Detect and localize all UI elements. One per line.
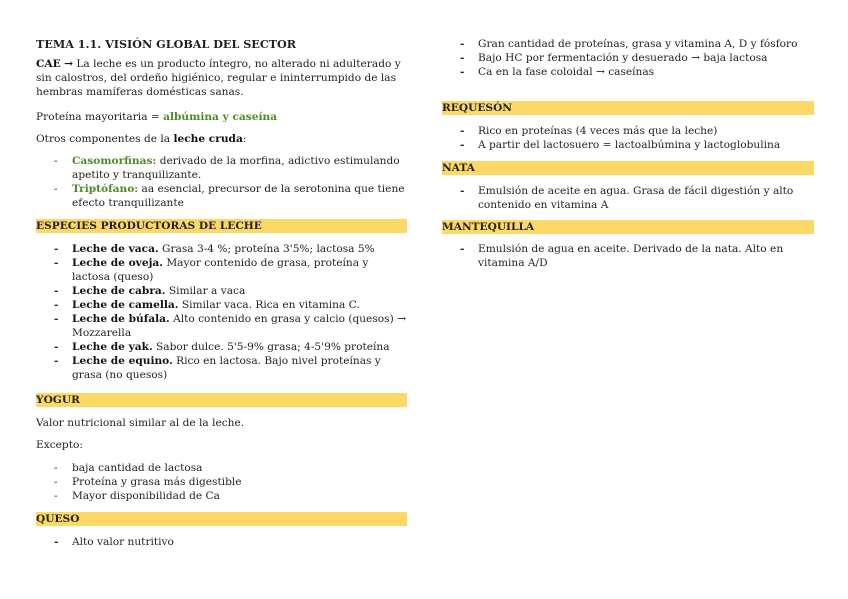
item-term: Leche de búfala. [72,313,170,325]
item-text: Proteína y grasa más digestible [72,476,242,488]
list-item: - Leche de cabra. Similar a vaca [54,285,246,297]
list-item: - Emulsión de aceite en agua. Grasa de fácil digestión y alto contenido en vitamina A [460,185,794,211]
item-term: Leche de oveja. [72,257,163,269]
list-item: - Leche de vaca. Grasa 3-4 %; proteína 3'5%; lactosa 5% [54,243,375,255]
others-prefix: Otros componentes de la [36,133,174,145]
item-term: Leche de equino. [72,355,173,367]
item-text: Rico en lactosa. Bajo nivel proteínas y grasa (no quesos) [72,355,381,381]
item-text: Mayor contenido de grasa, proteína y lactosa (queso) [72,257,369,283]
list-item: - Proteína y grasa más digestible [54,476,242,488]
list-item: - Ca en la fase coloidal → caseínas [460,66,655,78]
item-term: Leche de yak. [72,341,153,353]
others-suffix: : [242,133,247,145]
item-text: Mayor disponibilidad de Ca [72,490,220,502]
yogur-except-text: Excepto: [36,439,83,451]
item-text: Rico en proteínas (4 veces más que la leche) [478,125,718,137]
section-header-queso: QUESO [36,512,407,526]
item-text: Ca en la fase coloidal → caseínas [478,66,655,78]
yogur-intro [36,416,407,430]
protein-prefix: Proteína mayoritaria = [36,111,164,123]
page-title: TEMA 1.1. VISIÓN GLOBAL DEL SECTOR [36,37,297,51]
item-term: Leche de vaca. [72,243,159,255]
section-header-nata: NATA [442,161,814,175]
list-item: - Gran cantidad de proteínas, grasa y vitamina A, D y fósforo [460,38,798,50]
components-list [36,154,407,210]
queso-list [36,535,407,549]
list-item: - Leche de oveja. Mayor contenido de grasa, proteína y lactosa (queso) [54,257,369,283]
component-term: Triptófano: [72,183,139,195]
requeson-list [442,124,814,152]
list-item: - Leche de camella. Similar vaca. Rica en vitamina C. [54,299,360,311]
item-text: Alto valor nutritivo [72,536,174,548]
item-text: Alto contenido en grasa y calcio (quesos) → Mozzarella [72,313,406,339]
component-text: derivado de la morfina, adictivo estimulando apetito y tranquilizante. [72,155,400,181]
cae-arrow: → [64,58,73,70]
yogur-list [36,461,407,503]
mantequilla-list [442,242,814,270]
list-item: - Bajo HC por fermentación y desuerado → baja lactosa [460,52,768,64]
component-text: aa esencial, precursor de la serotonina que tiene efecto tranquilizante [72,183,405,209]
cae-text: La leche es un producto íntegro, no alterado ni adulterado y sin calostros, del ordeño higiénico, regular e ininterrumpido de las hembras mamíferas domésticas sanas. [36,58,401,98]
nata-list [442,184,814,212]
cae-term: CAE [36,58,61,70]
item-text: A partir del lactosuero = lactoalbúmina y lactoglobulina [478,139,781,151]
item-text: Similar a vaca [165,285,246,297]
item-text: Bajo HC por fermentación y desuerado → baja lactosa [478,52,768,64]
item-term: Leche de cabra. [72,285,166,297]
list-item: - Leche de búfala. Alto contenido en grasa y calcio (quesos) → Mozzarella [54,313,406,339]
item-text: Sabor dulce. 5'5-9% grasa; 4-5'9% proteína [152,341,390,353]
list-item: - Mayor disponibilidad de Ca [54,490,220,502]
list-item: - Casomorfinas: derivado de la morfina, adictivo estimulando apetito y tranquilizante. [54,155,400,181]
list-item: - Triptófano: aa esencial, precursor de la serotonina que tiene efecto tranquilizante [54,183,405,209]
list-item: - Alto valor nutritivo [54,536,174,548]
section-header-yogur: YOGUR [36,393,407,407]
list-item: - Emulsión de agua en aceite. Derivado de la nata. Alto en vitamina A/D [460,243,784,269]
item-text: Emulsión de aceite en agua. Grasa de fácil digestión y alto contenido en vitamina A [478,185,794,211]
component-term: Casomorfinas: [72,155,157,167]
others-line [36,132,407,146]
item-term: Leche de camella. [72,299,179,311]
others-bold: leche cruda [173,133,243,145]
especies-list [36,242,407,382]
queso-continued-list [442,37,814,79]
list-item: - A partir del lactosuero = lactoalbúmina y lactoglobulina [460,139,781,151]
list-item: - baja cantidad de lactosa [54,462,203,474]
section-header-mantequilla: MANTEQUILLA [442,220,814,234]
section-header-especies: ESPECIES PRODUCTORAS DE LECHE [36,219,407,233]
item-text: baja cantidad de lactosa [72,462,203,474]
item-text: Similar vaca. Rica en vitamina C. [178,299,360,311]
item-text: Gran cantidad de proteínas, grasa y vitamina A, D y fósforo [478,38,798,50]
list-item: - Leche de yak. Sabor dulce. 5'5-9% grasa; 4-5'9% proteína [54,341,390,353]
protein-value: albúmina y caseína [163,111,278,123]
item-text: Grasa 3-4 %; proteína 3'5%; lactosa 5% [158,243,375,255]
item-text: Emulsión de agua en aceite. Derivado de la nata. Alto en vitamina A/D [478,243,784,269]
yogur-intro-text: Valor nutricional similar al de la leche. [36,417,245,429]
list-item: - Leche de equino. Rico en lactosa. Bajo nivel proteínas y grasa (no quesos) [54,355,381,381]
section-header-requeson: REQUESÓN [442,101,814,115]
cae-definition [36,57,407,99]
yogur-except [36,438,407,452]
list-item: - Rico en proteínas (4 veces más que la leche) [460,125,718,137]
protein-line [36,110,407,124]
